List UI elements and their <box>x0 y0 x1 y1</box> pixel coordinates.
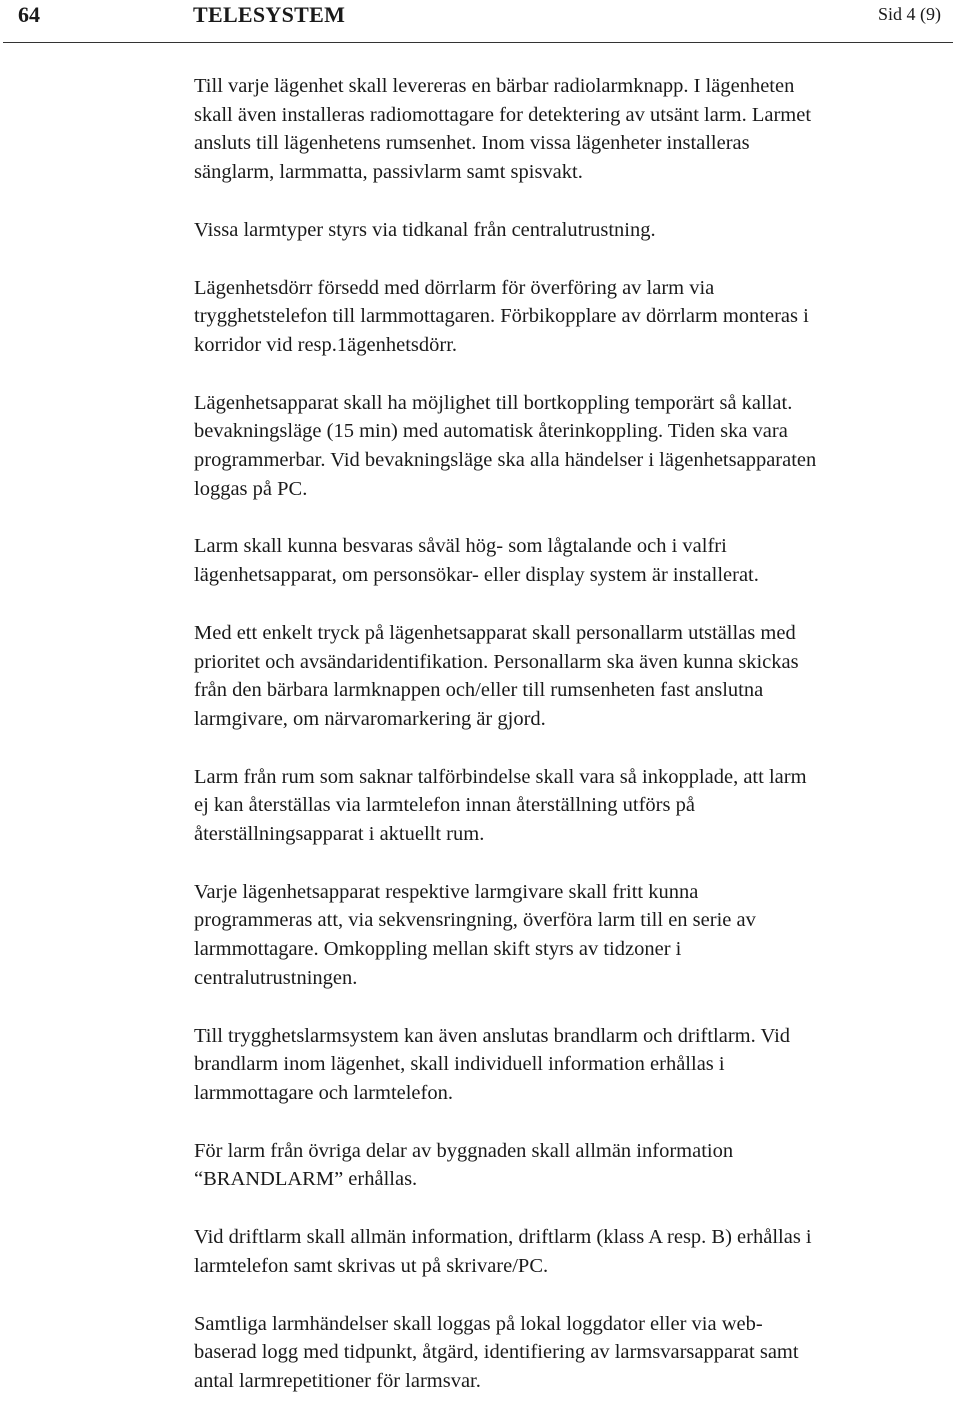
text-line: antal larmrepetitioner för larmsvar. <box>194 1369 481 1392</box>
page-number: 64 <box>18 2 40 27</box>
text-line: Varje lägenhetsapparat respektive larmgivare skall fritt kunna <box>194 880 699 903</box>
paragraph <box>194 1223 960 1280</box>
header-divider <box>3 42 953 43</box>
text-line: larmtelefon samt skrivas ut på skrivare/PC. <box>194 1254 549 1277</box>
text-line: ansluts till lägenhetens rumsenhet. Inom vissa lägenheter installeras <box>194 132 750 155</box>
paragraph <box>194 1022 960 1108</box>
text-line: Vid driftlarm skall allmän information, driftlarm (klass A resp. B) erhållas i <box>194 1226 812 1249</box>
paragraph <box>194 1137 960 1194</box>
paragraph <box>194 532 960 589</box>
text-line: Lägenhetsapparat skall ha möjlighet till bortkoppling temporärt så kallat. <box>194 391 793 414</box>
text-line: Med ett enkelt tryck på lägenhetsapparat skall personallarm utställas med <box>194 621 796 644</box>
text-line: skall även installeras radiomottagare for detektering av utsänt larm. Larmet <box>194 103 812 126</box>
paragraph <box>194 1310 960 1396</box>
text-line: prioritet och avsändaridentifikation. Personallarm ska även kunna skickas <box>194 650 799 673</box>
text-line: För larm från övriga delar av byggnaden skall allmän information <box>194 1139 734 1162</box>
text-line: Till trygghetslarmsystem kan även anslutas brandlarm och driftlarm. Vid <box>194 1024 791 1047</box>
text-line: Samtliga larmhändelser skall loggas på lokal loggdator eller via web- <box>194 1312 763 1335</box>
page-header <box>0 0 960 44</box>
paragraph <box>194 216 960 245</box>
paragraph <box>194 274 960 360</box>
text-line: från den bärbara larmknappen och/eller till rumsenheten fast anslutna <box>194 679 764 702</box>
text-line: lägenhetsapparat, om personsökar- eller display system är installerat. <box>194 564 759 587</box>
paragraph <box>194 619 960 734</box>
text-line: loggas på PC. <box>194 477 308 500</box>
page-reference: Sid 4 (9) <box>878 4 941 24</box>
text-line: larmgivare, om närvaromarkering är gjord. <box>194 707 546 730</box>
paragraph <box>194 72 960 187</box>
text-line: Lägenhetsdörr försedd med dörrlarm för överföring av larm via <box>194 276 715 299</box>
document-body <box>194 72 960 1425</box>
text-line: Vissa larmtyper styrs via tidkanal från centralutrustning. <box>194 218 656 241</box>
document-title: TELESYSTEM <box>193 2 346 27</box>
text-line: brandlarm inom lägenhet, skall individuell information erhållas i <box>194 1053 725 1076</box>
text-line: bevakningsläge (15 min) med automatisk återinkoppling. Tiden ska vara <box>194 420 788 443</box>
paragraph <box>194 763 960 849</box>
text-line: programmeras att, via sekvensringning, överföra larm till en serie av <box>194 909 756 932</box>
text-line: trygghetstelefon till larmmottagaren. Förbikopplare av dörrlarm monteras i <box>194 305 809 328</box>
text-line: återställningsapparat i aktuellt rum. <box>194 823 485 846</box>
text-line: Till varje lägenhet skall levereras en bärbar radiolarmknapp. I lägenheten <box>194 75 795 97</box>
text-line: larmmottagare och larmtelefon. <box>194 1081 453 1104</box>
text-line: programmerbar. Vid bevakningsläge ska alla händelser i lägenhetsapparaten <box>194 449 817 472</box>
text-line: larmmottagare. Omkoppling mellan skift styrs av tidzoner i <box>194 938 682 961</box>
text-line: “BRANDLARM” erhållas. <box>194 1168 418 1191</box>
text-line: centralutrustningen. <box>194 966 358 989</box>
text-line: sänglarm, larmmatta, passivlarm samt spisvakt. <box>194 161 583 184</box>
paragraph <box>194 389 960 504</box>
text-line: Larm från rum som saknar talförbindelse skall vara så inkopplade, att larm <box>194 765 807 788</box>
text-line: Larm skall kunna besvaras såväl hög- som lågtalande och i valfri <box>194 535 727 558</box>
paragraph <box>194 878 960 993</box>
text-line: korridor vid resp.1ägenhetsdörr. <box>194 333 458 356</box>
text-line: ej kan återställas via larmtelefon innan återställning utförs på <box>194 794 695 817</box>
text-line: baserad logg med tidpunkt, åtgärd, identifiering av larmsvarsapparat samt <box>194 1341 799 1364</box>
